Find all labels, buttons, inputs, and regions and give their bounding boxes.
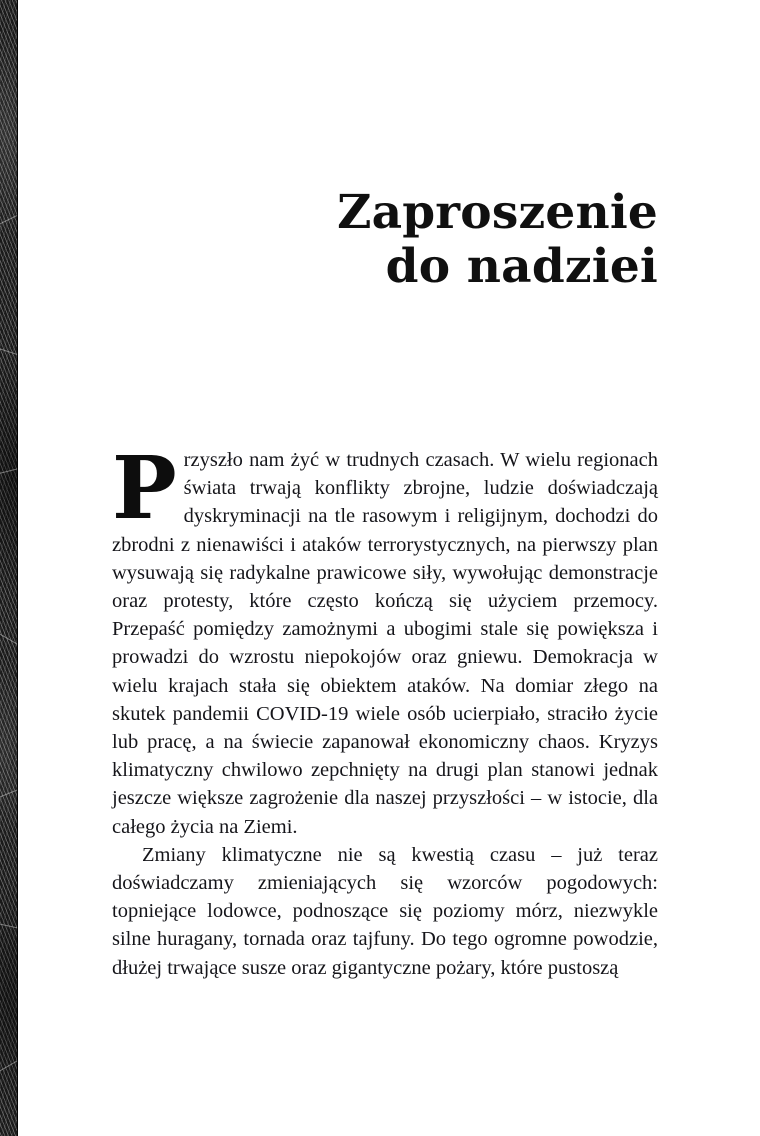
body-paragraph-1: Przyszło nam żyć w trudnych czasach. W wielu regionach świata trwają konflikty zbrojne, ludzie doświadczają dyskryminacji na tle rasowym i religijnym, dochodzi do zbrodni z nienawiści i ataków terrorystycznych, na pierwszy plan wysuwają się radykalne prawicowe siły, wywołując demonstracje oraz protesty, które często kończą się użyciem przemocy. Przepaść pomiędzy zamożnymi a ubogimi stale się powiększa i prowadzi do wzrostu niepokojów oraz gniewu. Demokracja w wielu krajach stała się obiektem ataków. Na domiar złego na skutek pandemii COVID-19 wiele osób ucierpiało, straciło życie lub pracę, a na świecie zapanował ekonomiczny chaos. Kryzys klimatyczny chwilowo zepchnięty na drugi plan stanowi jednak jeszcze większe zagrożenie dla naszej przyszłości – w istocie, dla całego życia na Ziemi. [112,438,658,838]
chapter-title [112,186,658,294]
seam-line [0,1056,18,1074]
decorative-edge-strip [0,0,18,1136]
seam-line [0,466,18,475]
body-paragraph-2: Zmiany klimatyczne nie są kwestią czasu – już teraz doświadczamy zmieniających się wzorców pogodowych: topniejące lodowce, podnoszące się poziomy mórz, niezwykle silne huragany, tornada oraz tajfuny. Do tego ogromne powodzie, dłużej trwające susze oraz gigantyczne pożary, które pustoszą [112,843,658,979]
body-text-column [112,438,658,982]
seam-line [0,922,18,930]
strip-seam-lines [0,0,18,1136]
seam-line [0,786,18,800]
chapter-title-line-1: Zaproszenie [337,185,658,240]
chapter-title-line-2: do nadziei [385,239,658,294]
seam-line [0,632,18,650]
seam-line [0,347,18,358]
strip-edge-rule [17,0,18,1136]
seam-line [0,211,18,227]
